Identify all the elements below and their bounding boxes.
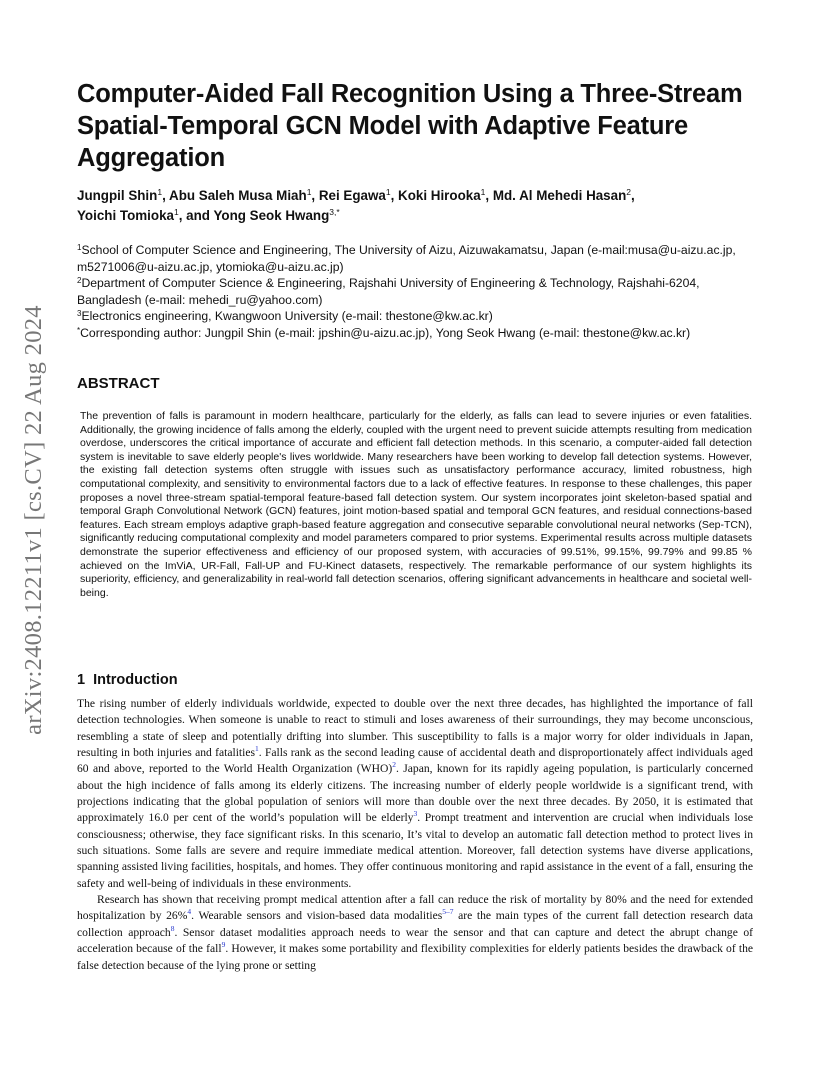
- affiliation-mark: 1: [77, 243, 82, 252]
- arxiv-stamp-text: arXiv:2408.12211v1 [cs.CV] 22 Aug 2024: [20, 305, 47, 735]
- author-affiliation-mark: 1: [385, 187, 391, 197]
- intro-paragraph-1: The rising number of elderly individuals worldwide, expected to double over the next three decades, has highlighted the importance of fall detection technologies. When someone is unable to react to stimuli and loses awareness of their surroundings, they may become unconscious, resembling a state of sleep and potentially drifting into slumber. This susceptibility to falls is a major worry for older individuals in Japan, resulting in both injuries and fatalities$^1$. Falls rank as the second leading cause of accidental death and disproportionately affect individuals aged 60 and above, reported to the World Health Organization (WHO)$^2$. Japan, known for its rapidly ageing population, is particularly concerned about the high incidence of falls among its elderly citizens. The increasing number of elderly people worldwide is a significant trend, with projections indicating that the global population of seniors will more than double over the next three decades. By 2050, it is estimated that approximately 16.0 per cent of the world’s population will be elderly$^3$. Prompt treatment and intervention are crucial when individuals lose consciousness; otherwise, they face significant risks. In this scenario, It’s vital to develop an automatic fall detection method to protect lives in such situations. Some falls are severe and require immediate medical attention. Moreover, fall detection systems have diverse applications, spanning assisted living facilities, hospitals, and homes. They offer continuous monitoring and rapid assistance in the event of a fall, ensuring the safety and well-being of individuals in these environments.: [77, 697, 753, 890]
- abstract-heading: ABSTRACT: [77, 375, 160, 392]
- affiliation-item: [77, 325, 753, 342]
- citation-link[interactable]: 4: [187, 907, 192, 917]
- author-affiliation-mark: 1: [157, 187, 163, 197]
- affiliation-list: [77, 242, 753, 341]
- affiliation-text: School of Computer Science and Engineering, The University of Aizu, Aizuwakamatsu, Japan (e-mail:musa@u-aizu.ac.jp, m5271006@u-aizu.ac.jp, ytomioka@u-aizu.ac.jp): [77, 243, 736, 274]
- section-heading: [77, 672, 178, 688]
- affiliation-mark: *: [77, 325, 81, 335]
- author-separator: ,: [162, 188, 170, 203]
- section-title-text: Introduction: [93, 672, 178, 688]
- intro-paragraph-2: Research has shown that receiving prompt medical attention after a fall can reduce the risk of mortality by 80% and the need for extended hospitalization by 26%$^4$. Wearable sensors and vision-based data modalities$^{5-7}$ are the main types of the current fall detection research data collection approach$^8$. Sensor dataset modalities approach needs to wear the sensor and that can capture and detect the abrupt change of acceleration because of the fall$^9$. However, it makes some portability and flexibility complexities for elderly patients besides the drawback of the false detection because of the lying prone or setting: [77, 893, 754, 972]
- author-name: Jungpil Shin: [77, 188, 158, 203]
- citation-link[interactable]: 8: [170, 923, 175, 933]
- author-list: [77, 186, 753, 226]
- section-number: 1: [77, 672, 86, 688]
- citation-link[interactable]: 3: [413, 809, 418, 819]
- author-separator: , and: [178, 208, 214, 223]
- author-affiliation-mark: 1: [480, 187, 486, 197]
- citation-link[interactable]: 9: [221, 940, 226, 950]
- author-name: Rei Egawa: [318, 188, 386, 203]
- affiliation-item: [77, 308, 753, 325]
- author-name: Md. Al Mehedi Hasan: [492, 188, 627, 203]
- affiliation-mark: 3: [77, 309, 82, 318]
- introduction-body: [77, 696, 753, 974]
- author-affiliation-mark: 1: [306, 187, 312, 197]
- author-affiliation-mark: 1: [173, 207, 179, 217]
- paper-title: Computer-Aided Fall Recognition Using a Three-Stream Spatial-Temporal GCN Model with Adaptive Feature Aggregation: [77, 80, 743, 172]
- affiliation-text: Department of Computer Science & Engineering, Rajshahi University of Engineering & Technology, Rajshahi-6204, Bangladesh (e-mail: mehedi_ru@yahoo.com): [77, 276, 700, 307]
- affiliation-text: Corresponding author: Jungpil Shin (e-mail: jpshin@u-aizu.ac.jp), Yong Seok Hwang (e-mail: thestone@kw.ac.kr): [80, 325, 691, 340]
- citation-link[interactable]: 2: [392, 760, 396, 770]
- affiliation-item: [77, 275, 753, 308]
- author-name: Abu Saleh Musa Miah: [169, 188, 307, 203]
- author-affiliation-mark: 3,*: [329, 207, 340, 217]
- author-separator: ,: [631, 188, 635, 203]
- author-affiliation-mark: 2: [626, 187, 631, 197]
- paper-page: [77, 78, 754, 972]
- author-separator: ,: [311, 188, 319, 203]
- author-name: Yoichi Tomioka: [77, 208, 174, 223]
- affiliation-item: [77, 242, 753, 275]
- citation-link[interactable]: 5–7: [442, 907, 454, 917]
- affiliation-text: Electronics engineering, Kwangwoon University (e-mail: thestone@kw.ac.kr): [81, 309, 493, 323]
- citation-link[interactable]: 1: [255, 744, 259, 754]
- author-separator: ,: [390, 188, 399, 203]
- author-separator: ,: [485, 188, 493, 203]
- author-name: Yong Seok Hwang: [213, 208, 330, 223]
- abstract-text: The prevention of falls is paramount in modern healthcare, particularly for the elderly, as falls can lead to severe injuries or even fatalities. Additionally, the growing incidence of falls among the elderly, coupled with the urgent need to prevent suicide attempts resulting from medication overdose, underscores the critical importance of accurate and efficient fall detection methods. In this scenario, a computer-aided fall detection system is inevitable to save elderly people's lives worldwide. Many researchers have been working to develop fall detection systems. However, the existing fall detection systems often struggle with issues such as unsatisfactory performance accuracy, limited robustness, high computational complexity, and sensitivity to environmental factors due to a lack of effective features. In response to these challenges, this paper proposes a novel three-stream spatial-temporal feature-based fall detection system. Our system incorporates joint skeleton-based spatial and temporal Graph Convolutional Network (GCN) features, joint motion-based spatial and temporal GCN features, and residual connections-based features. Each stream employs adaptive graph-based feature aggregation and consecutive separable convolutional neural networks (Sep-TCN), significantly reducing computational complexity and model parameters compared to prior systems. Experimental results across multiple datasets demonstrate the superior effectiveness and efficiency of our proposed system, with accuracies of 99.51%, 99.15%, 99.79% and 99.85 % achieved on the ImViA, UR-Fall, Fall-UP and FU-Kinect datasets, respectively. The remarkable performance of our system highlights its superiority, efficiency, and generalizability in real-world fall detection scenarios, offering significant advancements in healthcare and societal well-being.: [80, 410, 752, 599]
- author-name: Koki Hirooka: [398, 188, 481, 203]
- affiliation-mark: 2: [77, 276, 82, 285]
- arxiv-stamp: [14, 280, 54, 760]
